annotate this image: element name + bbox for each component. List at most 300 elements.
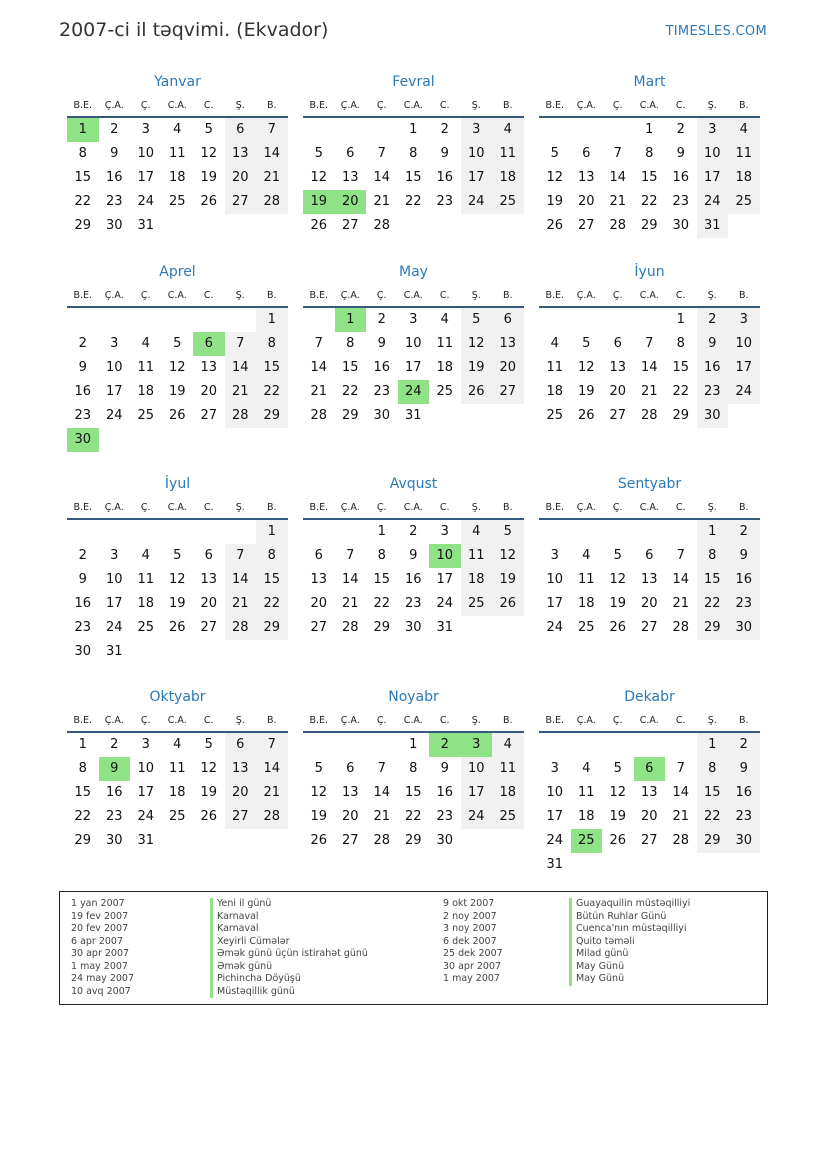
empty-cell: [602, 118, 634, 142]
day-cell: 4: [440, 312, 449, 327]
day-cell: 5: [461, 308, 493, 332]
empty-cell: [335, 733, 367, 757]
day-cell: 19: [492, 568, 524, 592]
day-cell: 20: [225, 166, 257, 190]
month-title: Noyabr: [388, 689, 439, 705]
months-grid: [67, 72, 761, 877]
weekday-header: [67, 495, 288, 520]
holiday-name: Guayaquilin müstəqilliyi: [569, 898, 690, 911]
day-cell: 28: [672, 620, 690, 635]
day-cell: 6: [645, 548, 654, 563]
day-cell: 29: [256, 404, 288, 428]
weekday-label: Ş.: [235, 715, 245, 726]
day-cell: 16: [436, 785, 454, 800]
day-cell: 29: [341, 408, 359, 423]
day-cell: 11: [492, 142, 524, 166]
day-cell: 26: [492, 592, 524, 616]
day-cell: 24: [461, 805, 493, 829]
weekday-label: Ç.: [376, 502, 387, 513]
empty-cell: [162, 308, 194, 332]
holiday-date: 19 fev 2007: [71, 910, 129, 922]
weekday-label: B.: [266, 290, 277, 301]
weekday-label: C.A.: [403, 290, 423, 301]
day-cell: 17: [436, 572, 454, 587]
day-cell: 6: [492, 308, 524, 332]
weekday-label: Ç.A.: [104, 100, 124, 111]
weekday-label: Ç.A.: [576, 100, 596, 111]
day-cell: 8: [78, 146, 87, 161]
day-cell: 3: [110, 548, 119, 563]
day-cell: 22: [373, 596, 391, 611]
day-cell: 15: [640, 170, 658, 185]
day-cell: 8: [256, 544, 288, 568]
day-cell: 25: [492, 190, 524, 214]
weekday-label: Ş.: [707, 502, 717, 513]
day-cell: 14: [672, 785, 690, 800]
weekday-label: B.E.: [73, 715, 93, 726]
day-cell: 16: [105, 170, 123, 185]
day-cell: 10: [697, 142, 729, 166]
day-cell: 3: [697, 118, 729, 142]
month-10: [67, 687, 288, 877]
day-cell: 23: [74, 620, 92, 635]
day-cell: 18: [492, 781, 524, 805]
day-cell: 2: [440, 122, 449, 137]
day-cell: 16: [404, 572, 422, 587]
weekday-label: Ç.: [612, 290, 623, 301]
weekday-label: C.: [675, 100, 686, 111]
day-cell: 23: [728, 592, 760, 616]
day-cell: 13: [225, 757, 257, 781]
day-cell: 19: [461, 356, 493, 380]
day-cell: 11: [436, 336, 454, 351]
day-cell: 16: [436, 170, 454, 185]
weekday-label: Ç.A.: [340, 502, 360, 513]
month-title: May: [399, 264, 428, 280]
day-cell: 26: [461, 380, 493, 404]
weekday-header: [67, 283, 288, 308]
day-cell: 7: [377, 761, 386, 776]
day-cell: 26: [200, 809, 218, 824]
empty-cell: [539, 733, 571, 757]
day-cell: 7: [225, 332, 257, 356]
day-cell: 11: [492, 757, 524, 781]
weekday-label: B.E.: [73, 100, 93, 111]
day-cell: 16: [105, 785, 123, 800]
day-cell: 2: [697, 308, 729, 332]
day-cell: 17: [546, 809, 564, 824]
day-cell: 18: [492, 166, 524, 190]
day-cell: 3: [409, 312, 418, 327]
month-9: [539, 474, 760, 687]
weekday-label: C.: [439, 100, 450, 111]
day-cell: 24: [436, 596, 454, 611]
weekday-label: C.: [203, 715, 214, 726]
weekday-label: C.: [675, 502, 686, 513]
empty-cell: [571, 733, 603, 757]
day-cell: 11: [546, 360, 564, 375]
day-cell: 27: [640, 833, 658, 848]
day-cell: 1: [697, 733, 729, 757]
day-cell: 9: [697, 332, 729, 356]
holiday-date: 20 fev 2007: [71, 923, 129, 934]
day-cell: 21: [640, 384, 658, 399]
day-cell: 2: [728, 520, 760, 544]
weekday-label: B.: [738, 290, 749, 301]
day-cell: 26: [310, 833, 328, 848]
day-cell: 3: [110, 336, 119, 351]
day-cell: 9: [409, 548, 418, 563]
day-cell: 10: [546, 572, 564, 587]
day-cell: 8: [377, 548, 386, 563]
day-cell: 22: [341, 384, 359, 399]
day-cell: 3: [728, 308, 760, 332]
day-cell: 31: [137, 218, 155, 233]
day-cell: 9: [78, 360, 87, 375]
empty-cell: [571, 520, 603, 544]
weekday-label: B.: [266, 715, 277, 726]
weekday-label: Ç.: [376, 100, 387, 111]
day-cell: 23: [436, 194, 454, 209]
day-cell: 5: [314, 761, 323, 776]
day-cell: 11: [137, 572, 155, 587]
day-cell: 9: [440, 761, 449, 776]
holiday-date: 1 may 2007: [71, 960, 128, 972]
day-cell: 8: [697, 757, 729, 781]
day-cell: 11: [168, 146, 186, 161]
day-cell: 20: [341, 809, 359, 824]
weekday-header: [67, 93, 288, 118]
holiday-date: 2 noy 2007: [443, 910, 497, 922]
weekday-label: Ç.A.: [104, 715, 124, 726]
weekday-label: B.E.: [73, 290, 93, 301]
day-cell: 20: [640, 596, 658, 611]
day-cell: 9: [440, 146, 449, 161]
day-cell: 7: [256, 733, 288, 757]
day-cell: 12: [546, 170, 564, 185]
day-cell: 26: [609, 620, 627, 635]
day-grid: [539, 520, 760, 640]
day-cell: 10: [461, 142, 493, 166]
holiday-name: Müstəqillik günü: [210, 986, 368, 999]
day-cell: 18: [461, 568, 493, 592]
month-title: İyul: [164, 476, 191, 492]
day-cell: 21: [225, 592, 257, 616]
day-cell: 1: [256, 520, 288, 544]
day-cell: 22: [697, 805, 729, 829]
weekday-label: C.A.: [167, 290, 187, 301]
day-cell: 28: [640, 408, 658, 423]
day-cell: 8: [645, 146, 654, 161]
day-cell: 2: [78, 336, 87, 351]
day-cell: 18: [436, 360, 454, 375]
weekday-label: B.: [738, 502, 749, 513]
empty-cell: [303, 308, 335, 332]
weekday-label: B.E.: [545, 715, 565, 726]
day-cell: 29: [672, 408, 690, 423]
day-cell: 22: [74, 194, 92, 209]
day-cell: 22: [404, 809, 422, 824]
empty-cell: [602, 308, 634, 332]
day-cell: 30: [373, 408, 391, 423]
day-cell: 29: [640, 218, 658, 233]
weekday-label: B.: [502, 290, 513, 301]
day-cell: 24: [546, 620, 564, 635]
empty-cell: [634, 308, 666, 332]
weekday-label: C.A.: [639, 715, 659, 726]
month-1: [67, 72, 288, 262]
weekday-label: Ç.A.: [104, 502, 124, 513]
holiday-date: 10 avq 2007: [71, 985, 131, 997]
day-cell: 15: [404, 785, 422, 800]
weekday-label: Ç.: [140, 290, 151, 301]
day-cell: 10: [461, 757, 493, 781]
day-cell: 22: [640, 194, 658, 209]
day-cell: 23: [728, 805, 760, 829]
day-cell: 26: [577, 408, 595, 423]
day-cell: 4: [582, 548, 591, 563]
holiday-date: 30 apr 2007: [443, 960, 502, 972]
day-cell: 9: [676, 146, 685, 161]
day-cell: 5: [173, 336, 182, 351]
holiday-day-cell: 10: [429, 544, 461, 568]
day-cell: 9: [728, 757, 760, 781]
empty-cell: [665, 733, 697, 757]
day-cell: 4: [461, 520, 493, 544]
holiday-name: Milad günü: [569, 948, 690, 961]
day-cell: 15: [404, 170, 422, 185]
day-cell: 25: [436, 384, 454, 399]
month-title: Sentyabr: [617, 476, 682, 492]
day-cell: 6: [613, 336, 622, 351]
day-cell: 27: [200, 408, 218, 423]
day-cell: 22: [256, 380, 288, 404]
weekday-label: Ç.: [140, 100, 151, 111]
day-cell: 12: [577, 360, 595, 375]
day-cell: 9: [728, 544, 760, 568]
day-cell: 18: [546, 384, 564, 399]
day-cell: 11: [577, 785, 595, 800]
day-cell: 3: [440, 524, 449, 539]
day-cell: 15: [341, 360, 359, 375]
day-cell: 12: [609, 572, 627, 587]
day-cell: 14: [373, 785, 391, 800]
day-cell: 21: [310, 384, 328, 399]
day-cell: 7: [225, 544, 257, 568]
day-cell: 5: [613, 548, 622, 563]
day-cell: 28: [225, 616, 257, 640]
weekday-label: Ç.A.: [576, 502, 596, 513]
month-6: [539, 262, 760, 474]
day-cell: 13: [310, 572, 328, 587]
day-cell: 18: [168, 170, 186, 185]
page-title: 2007-ci il təqvimi. (Ekvador): [59, 19, 329, 41]
day-cell: 17: [137, 170, 155, 185]
day-cell: 29: [404, 833, 422, 848]
day-grid: [303, 118, 524, 238]
day-cell: 23: [373, 384, 391, 399]
month-title: Fevral: [392, 74, 435, 90]
day-cell: 17: [137, 785, 155, 800]
weekday-header: [539, 708, 760, 733]
weekday-label: C.: [203, 100, 214, 111]
day-cell: 31: [697, 214, 729, 238]
month-11: [303, 687, 524, 877]
day-cell: 5: [314, 146, 323, 161]
day-cell: 25: [728, 190, 760, 214]
day-cell: 19: [609, 596, 627, 611]
weekday-label: Ç.: [140, 715, 151, 726]
day-cell: 20: [577, 194, 595, 209]
day-cell: 28: [609, 218, 627, 233]
day-cell: 8: [78, 761, 87, 776]
empty-cell: [571, 308, 603, 332]
day-cell: 8: [409, 146, 418, 161]
weekday-label: Ş.: [235, 502, 245, 513]
day-cell: 25: [168, 194, 186, 209]
empty-cell: [602, 520, 634, 544]
holiday-day-cell: 1: [67, 118, 99, 142]
holiday-day-cell: 6: [193, 332, 225, 356]
holiday-day-cell: 25: [571, 829, 603, 853]
weekday-label: B.E.: [73, 502, 93, 513]
day-cell: 17: [404, 360, 422, 375]
day-cell: 10: [105, 572, 123, 587]
day-cell: 27: [577, 218, 595, 233]
day-cell: 12: [492, 544, 524, 568]
day-cell: 22: [672, 384, 690, 399]
empty-cell: [665, 520, 697, 544]
weekday-label: C.: [675, 290, 686, 301]
holiday-day-cell: 24: [398, 380, 430, 404]
day-cell: 16: [74, 596, 92, 611]
weekday-label: B.E.: [309, 715, 329, 726]
day-cell: 20: [200, 596, 218, 611]
weekday-label: Ç.A.: [576, 715, 596, 726]
brand-link[interactable]: TIMESLES.COM: [665, 24, 767, 39]
empty-cell: [366, 118, 398, 142]
day-cell: 26: [168, 620, 186, 635]
day-grid: [539, 118, 760, 238]
day-cell: 3: [141, 737, 150, 752]
weekday-label: B.E.: [309, 100, 329, 111]
day-cell: 2: [676, 122, 685, 137]
day-cell: 23: [404, 596, 422, 611]
holiday-names-left: [210, 898, 368, 998]
day-cell: 27: [225, 190, 257, 214]
day-cell: 27: [225, 805, 257, 829]
day-cell: 15: [256, 356, 288, 380]
day-cell: 30: [105, 833, 123, 848]
weekday-label: B.: [502, 100, 513, 111]
weekday-header: [303, 708, 524, 733]
month-title: Oktyabr: [149, 689, 206, 705]
day-cell: 7: [676, 761, 685, 776]
day-cell: 2: [728, 733, 760, 757]
day-cell: 14: [225, 356, 257, 380]
holiday-date: 24 may 2007: [71, 973, 135, 984]
day-cell: 15: [672, 360, 690, 375]
day-cell: 1: [409, 122, 418, 137]
day-cell: 18: [577, 809, 595, 824]
day-cell: 7: [645, 336, 654, 351]
weekday-label: Ç.: [612, 502, 623, 513]
holiday-name: Xeyirli Cümələr: [210, 936, 368, 949]
day-cell: 1: [645, 122, 654, 137]
day-cell: 18: [577, 596, 595, 611]
day-cell: 23: [74, 408, 92, 423]
day-cell: 25: [461, 592, 493, 616]
weekday-header: [303, 93, 524, 118]
weekday-label: B.: [502, 715, 513, 726]
holiday-name: Pichincha Döyüşü: [210, 973, 368, 986]
day-cell: 20: [310, 596, 328, 611]
day-cell: 19: [200, 170, 218, 185]
day-cell: 14: [225, 568, 257, 592]
day-cell: 13: [492, 332, 524, 356]
weekday-label: C.A.: [167, 100, 187, 111]
empty-cell: [303, 520, 335, 544]
holiday-name: Karnaval: [210, 911, 368, 924]
day-cell: 7: [314, 336, 323, 351]
day-cell: 24: [105, 408, 123, 423]
holiday-day-cell: 19: [303, 190, 335, 214]
day-cell: 18: [137, 384, 155, 399]
day-cell: 10: [137, 761, 155, 776]
day-cell: 31: [546, 857, 564, 872]
day-cell: 21: [373, 809, 391, 824]
empty-cell: [539, 520, 571, 544]
empty-cell: [225, 520, 257, 544]
day-cell: 7: [346, 548, 355, 563]
day-cell: 13: [609, 360, 627, 375]
day-cell: 25: [577, 620, 595, 635]
day-cell: 24: [461, 190, 493, 214]
day-cell: 27: [609, 408, 627, 423]
holiday-name: May Günü: [569, 973, 690, 986]
day-cell: 14: [341, 572, 359, 587]
day-cell: 12: [168, 572, 186, 587]
day-cell: 2: [110, 122, 119, 137]
weekday-label: C.A.: [639, 100, 659, 111]
day-cell: 27: [341, 833, 359, 848]
day-cell: 19: [168, 596, 186, 611]
day-cell: 27: [200, 620, 218, 635]
day-cell: 4: [173, 122, 182, 137]
holiday-name: Cuenca'nın müstəqilliyi: [569, 923, 690, 936]
weekday-label: B.: [266, 502, 277, 513]
month-7: [67, 474, 288, 687]
day-cell: 13: [640, 572, 658, 587]
day-grid: [67, 308, 288, 452]
empty-cell: [162, 520, 194, 544]
day-cell: 25: [137, 620, 155, 635]
day-cell: 28: [310, 408, 328, 423]
empty-cell: [193, 308, 225, 332]
day-cell: 28: [373, 833, 391, 848]
holiday-day-cell: 9: [99, 757, 131, 781]
day-cell: 1: [697, 520, 729, 544]
day-cell: 15: [697, 568, 729, 592]
day-cell: 10: [137, 146, 155, 161]
day-cell: 8: [346, 336, 355, 351]
holiday-day-cell: 20: [335, 190, 367, 214]
day-cell: 5: [204, 122, 213, 137]
empty-cell: [366, 733, 398, 757]
day-cell: 5: [582, 336, 591, 351]
day-cell: 20: [640, 809, 658, 824]
day-cell: 5: [492, 520, 524, 544]
